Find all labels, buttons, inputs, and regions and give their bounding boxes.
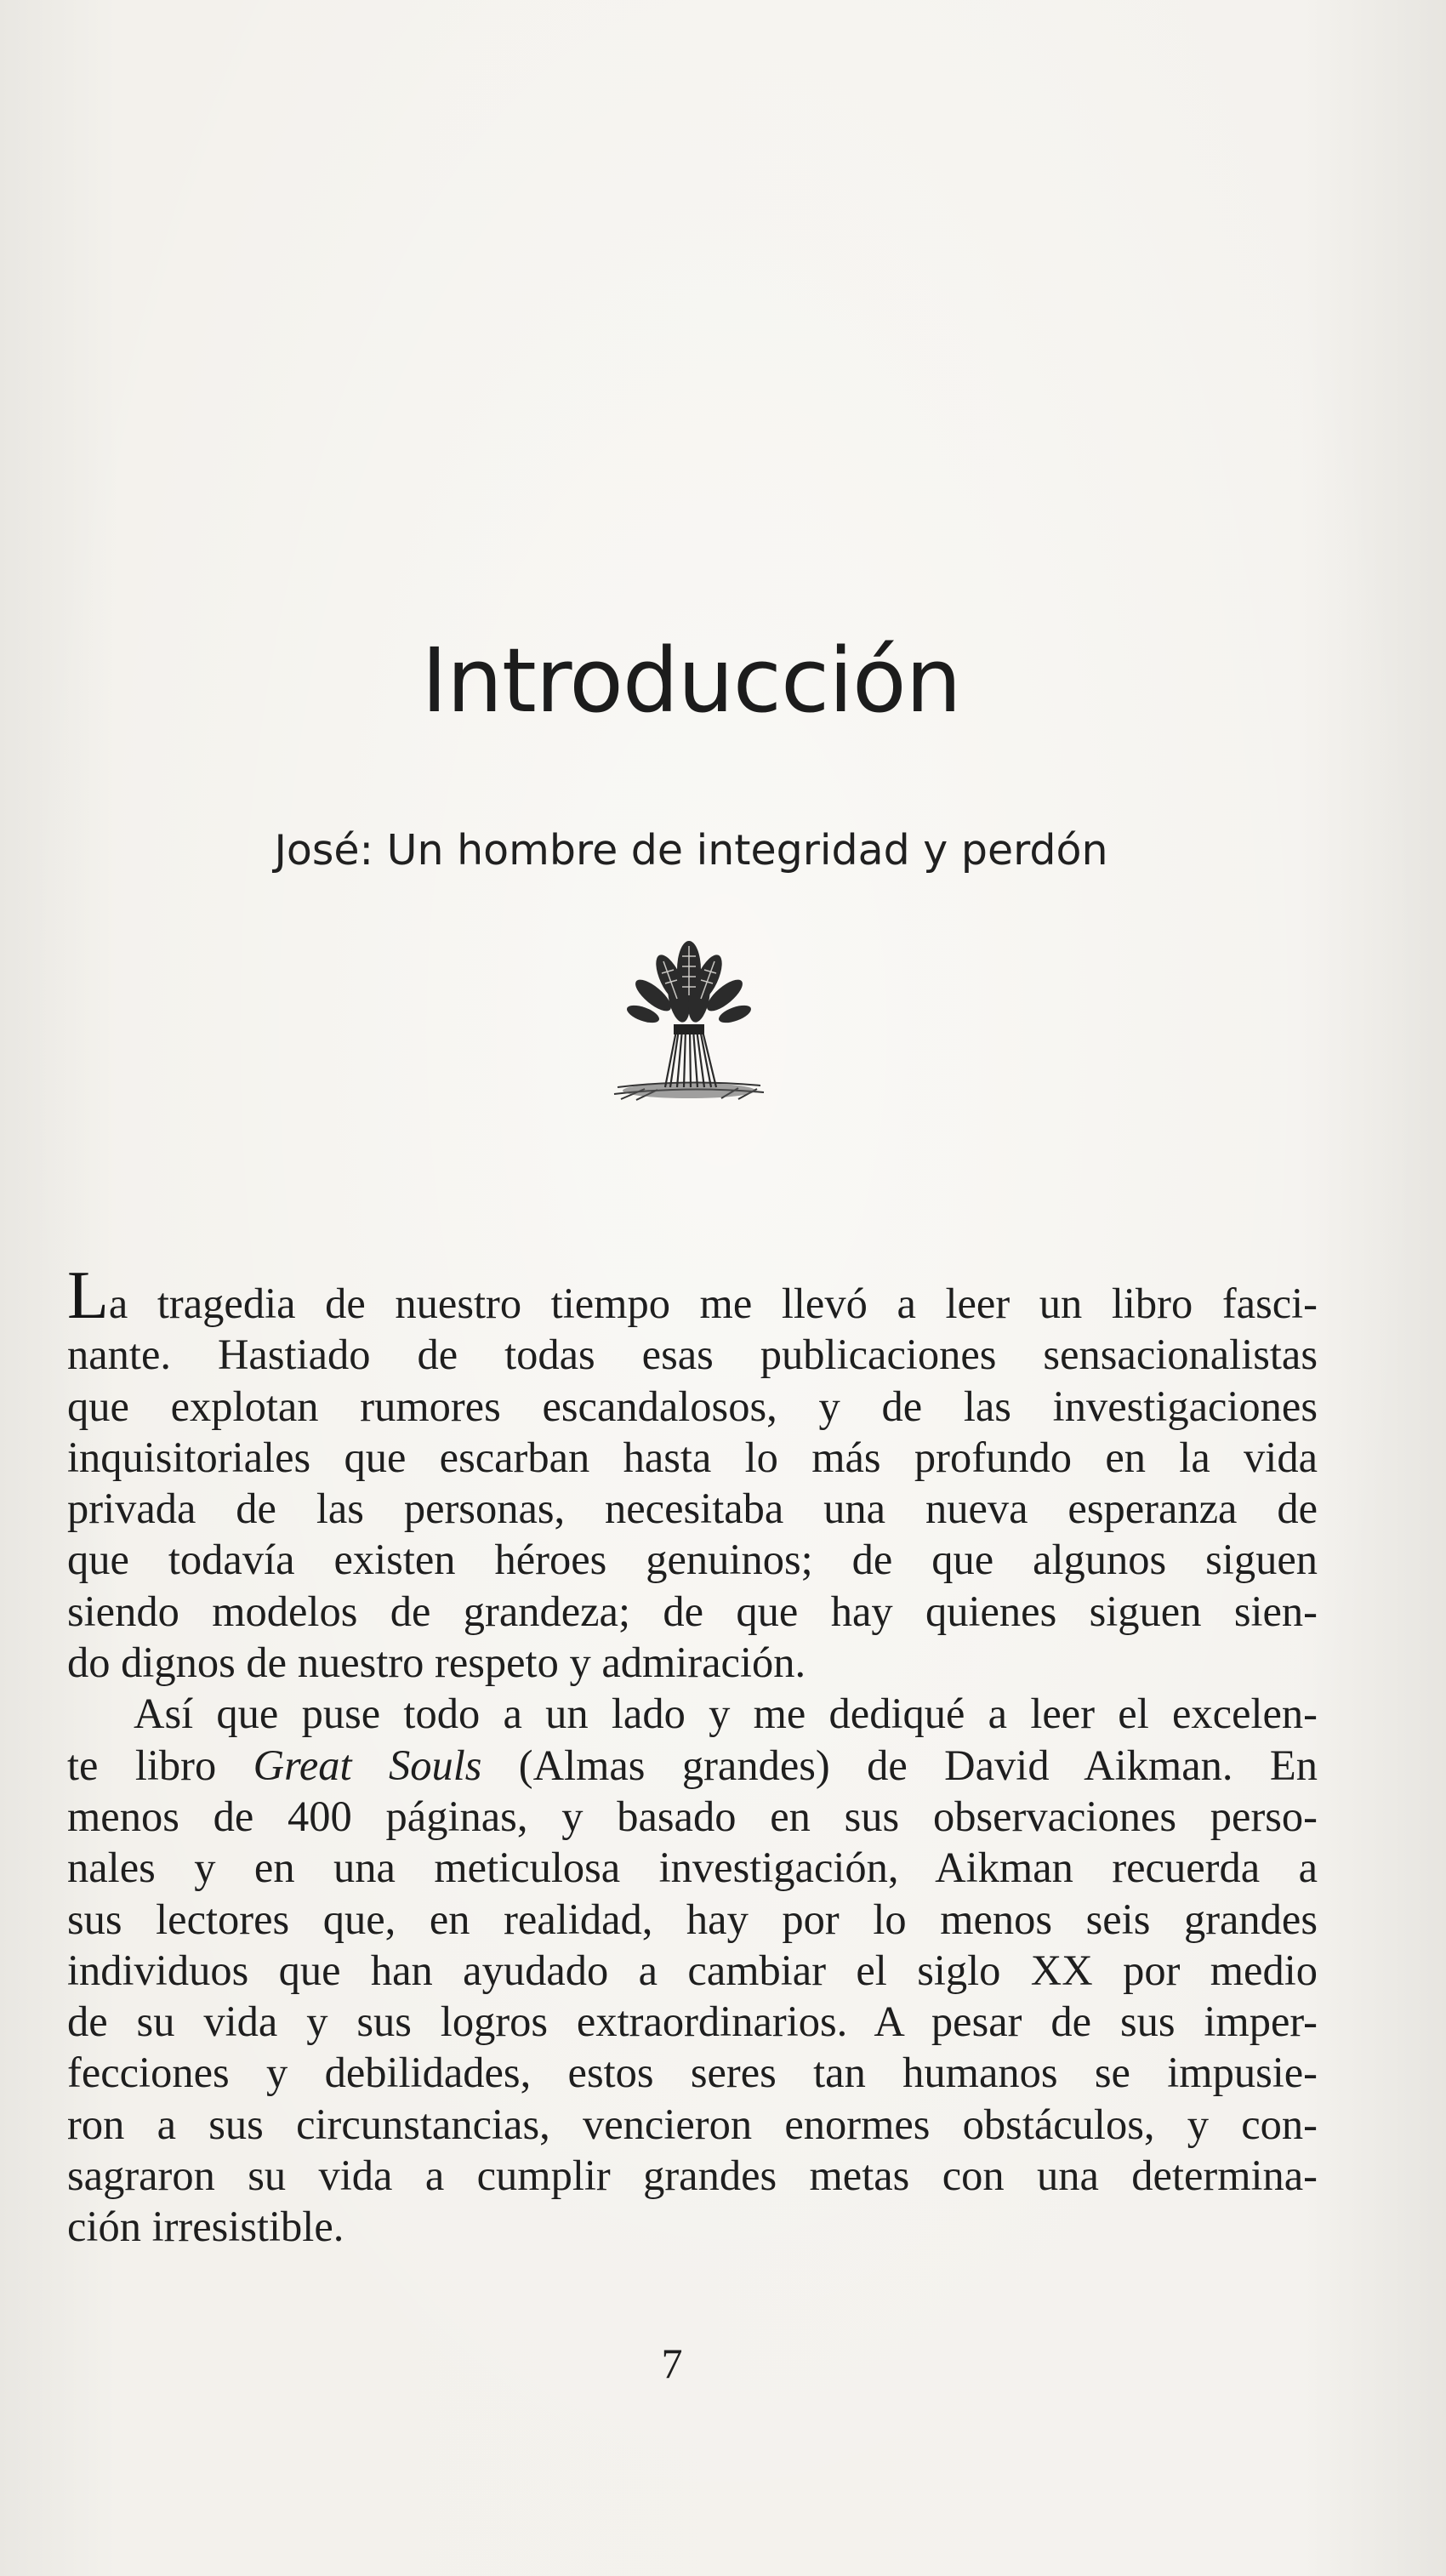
book-title: Great Souls — [253, 1741, 482, 1789]
text-line: ron a sus circunstancias, vencieron enormes obstáculos, y con- — [67, 2100, 1318, 2148]
text-line: sus lectores que, en realidad, hay por lo menos seis grandes — [67, 1895, 1318, 1943]
text-line: menos de 400 páginas, y basado en sus observaciones perso- — [67, 1792, 1318, 1840]
drop-cap: L — [67, 1258, 109, 1333]
text-line: nales y en una meticulosa investigación, Aikman recuerda a — [67, 1844, 1318, 1892]
page-number: 7 — [661, 2339, 683, 2387]
chapter-title: Introducción — [421, 629, 961, 732]
text-line: que todavía existen héroes genuinos; de que algunos siguen — [67, 1536, 1318, 1584]
text-line: privada de las personas, necesitaba una nueva esperanza de — [67, 1485, 1318, 1533]
text-line: siendo modelos de grandeza; de que hay quienes siguen sien- — [67, 1587, 1318, 1635]
text-line: individuos que han ayudado a cambiar el siglo XX por medio — [67, 1946, 1318, 1994]
text-line: que explotan rumores escandalosos, y de las investigaciones — [67, 1382, 1318, 1430]
text-line: sagraron su vida a cumplir grandes metas con una determina- — [67, 2151, 1318, 2200]
text-line: Así que puse todo a un lado y me dediqué a leer el excelen- — [134, 1690, 1318, 1738]
text-line: nante. Hastiado de todas esas publicaciones sensacionalistas — [67, 1331, 1318, 1379]
text-line: ción irresistible. — [67, 2203, 344, 2251]
text-line: de su vida y sus logros extraordinarios. A pesar de sus imper- — [67, 1998, 1318, 2046]
body-text — [67, 1258, 1318, 2253]
text-line: fecciones y debilidades, estos seres tan humanos se impusie- — [67, 2049, 1318, 2097]
text-line: inquisitoriales que escarban hasta lo más profundo en la vida — [67, 1433, 1318, 1481]
wheat-sheaf-icon — [611, 936, 766, 1102]
chapter-subtitle: José: Un hombre de integridad y perdón — [274, 826, 1108, 875]
text-line: do dignos de nuestro respeto y admiración. — [67, 1638, 806, 1687]
text-line: La tragedia de nuestro tiempo me llevó a leer un libro fasci- — [67, 1258, 1318, 1333]
text-line: te libro Great Souls (Almas grandes) de David Aikman. En — [67, 1741, 1318, 1789]
